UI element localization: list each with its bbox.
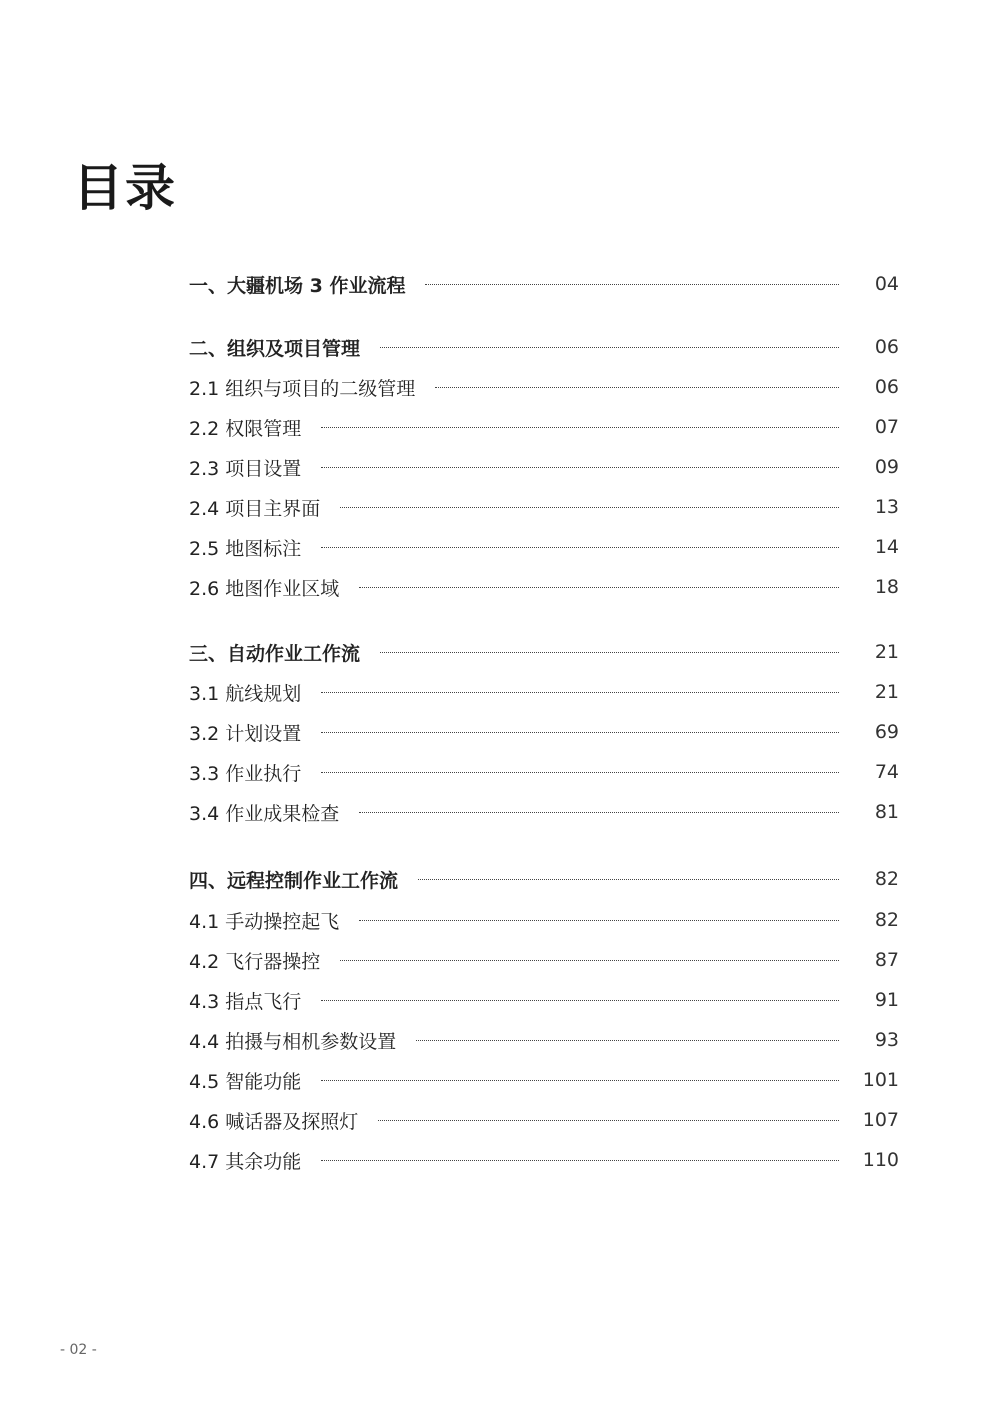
- dot-leader: [380, 652, 839, 653]
- toc-entry-label: 2.2 权限管理: [189, 417, 302, 440]
- dot-leader: [321, 1160, 839, 1161]
- toc-section-row[interactable]: [189, 865, 899, 893]
- toc-entry-label: 一、大疆机场 3 作业流程: [189, 274, 406, 297]
- dot-leader: [321, 467, 839, 468]
- toc-subsection-row[interactable]: [189, 1066, 899, 1094]
- toc-page-number: 06: [874, 336, 899, 358]
- toc-entry-label: 3.1 航线规划: [189, 682, 302, 705]
- dot-leader: [321, 1000, 839, 1001]
- toc-subsection-row[interactable]: [189, 1106, 899, 1134]
- dot-leader: [321, 427, 839, 428]
- dot-leader: [416, 1040, 839, 1041]
- toc-page-number: 74: [874, 761, 899, 783]
- toc-section-row[interactable]: [189, 270, 899, 298]
- toc-page-number: 21: [874, 641, 899, 663]
- toc-page-number: 07: [874, 416, 899, 438]
- toc-page-number: 107: [862, 1109, 899, 1131]
- toc-page-number: 91: [874, 989, 899, 1011]
- toc-entry-label: 3.3 作业执行: [189, 762, 302, 785]
- toc-section-row[interactable]: [189, 638, 899, 666]
- toc-entry-label: 2.6 地图作业区域: [189, 577, 340, 600]
- toc-entry-label: 三、自动作业工作流: [189, 642, 361, 665]
- toc-subsection-row[interactable]: [189, 986, 899, 1014]
- toc-entry-label: 3.2 计划设置: [189, 722, 302, 745]
- toc-subsection-row[interactable]: [189, 1026, 899, 1054]
- toc-page-number: 04: [874, 273, 899, 295]
- dot-leader: [321, 547, 839, 548]
- toc-page-number: 101: [862, 1069, 899, 1091]
- toc-subsection-row[interactable]: [189, 946, 899, 974]
- dot-leader: [378, 1120, 839, 1121]
- toc-entry-label: 4.7 其余功能: [189, 1150, 302, 1173]
- toc-subsection-row[interactable]: [189, 718, 899, 746]
- toc-entry-label: 4.3 指点飞行: [189, 990, 302, 1013]
- toc-entry-label: 4.6 喊话器及探照灯: [189, 1110, 359, 1133]
- dot-leader: [425, 284, 839, 285]
- toc-entry-label: 二、组织及项目管理: [189, 337, 361, 360]
- toc-page-number: 06: [874, 376, 899, 398]
- toc-page-number: 09: [874, 456, 899, 478]
- dot-leader: [380, 347, 839, 348]
- page-title: 目录: [73, 159, 177, 217]
- dot-leader: [418, 879, 839, 880]
- toc-subsection-row[interactable]: [189, 1146, 899, 1174]
- toc-subsection-row[interactable]: [189, 798, 899, 826]
- toc-page-number: 82: [874, 909, 899, 931]
- dot-leader: [340, 960, 839, 961]
- toc-subsection-row[interactable]: [189, 906, 899, 934]
- toc-page-number: 82: [874, 868, 899, 890]
- toc-page-number: 81: [874, 801, 899, 823]
- toc-subsection-row[interactable]: [189, 453, 899, 481]
- page-number: - 02 -: [60, 1342, 97, 1358]
- toc-entry-label: 4.4 拍摄与相机参数设置: [189, 1030, 397, 1053]
- dot-leader: [359, 587, 839, 588]
- toc-page-number: 93: [874, 1029, 899, 1051]
- toc-entry-label: 2.5 地图标注: [189, 537, 302, 560]
- toc-entry-label: 4.1 手动操控起飞: [189, 910, 340, 933]
- toc-page-number: 110: [862, 1149, 899, 1171]
- toc-page-number: 13: [874, 496, 899, 518]
- toc-page-number: 14: [874, 536, 899, 558]
- dot-leader: [340, 507, 839, 508]
- toc-subsection-row[interactable]: [189, 413, 899, 441]
- toc-page-number: 21: [874, 681, 899, 703]
- toc-subsection-row[interactable]: [189, 533, 899, 561]
- toc-subsection-row[interactable]: [189, 678, 899, 706]
- toc-entry-label: 2.4 项目主界面: [189, 497, 321, 520]
- toc-entry-label: 3.4 作业成果检查: [189, 802, 340, 825]
- toc-subsection-row[interactable]: [189, 573, 899, 601]
- dot-leader: [359, 920, 839, 921]
- toc-page-number: 18: [874, 576, 899, 598]
- toc-entry-label: 四、远程控制作业工作流: [189, 869, 399, 892]
- toc-entry-label: 2.3 项目设置: [189, 457, 302, 480]
- toc-subsection-row[interactable]: [189, 758, 899, 786]
- dot-leader: [359, 812, 839, 813]
- toc-page-number: 69: [874, 721, 899, 743]
- toc-section-row[interactable]: [189, 333, 899, 361]
- toc-entry-label: 4.2 飞行器操控: [189, 950, 321, 973]
- dot-leader: [321, 772, 839, 773]
- toc-page-number: 87: [874, 949, 899, 971]
- toc-subsection-row[interactable]: [189, 493, 899, 521]
- dot-leader: [321, 1080, 839, 1081]
- dot-leader: [321, 732, 839, 733]
- toc-entry-label: 4.5 智能功能: [189, 1070, 302, 1093]
- dot-leader: [435, 387, 839, 388]
- toc-subsection-row[interactable]: [189, 373, 899, 401]
- toc-entry-label: 2.1 组织与项目的二级管理: [189, 377, 416, 400]
- dot-leader: [321, 692, 839, 693]
